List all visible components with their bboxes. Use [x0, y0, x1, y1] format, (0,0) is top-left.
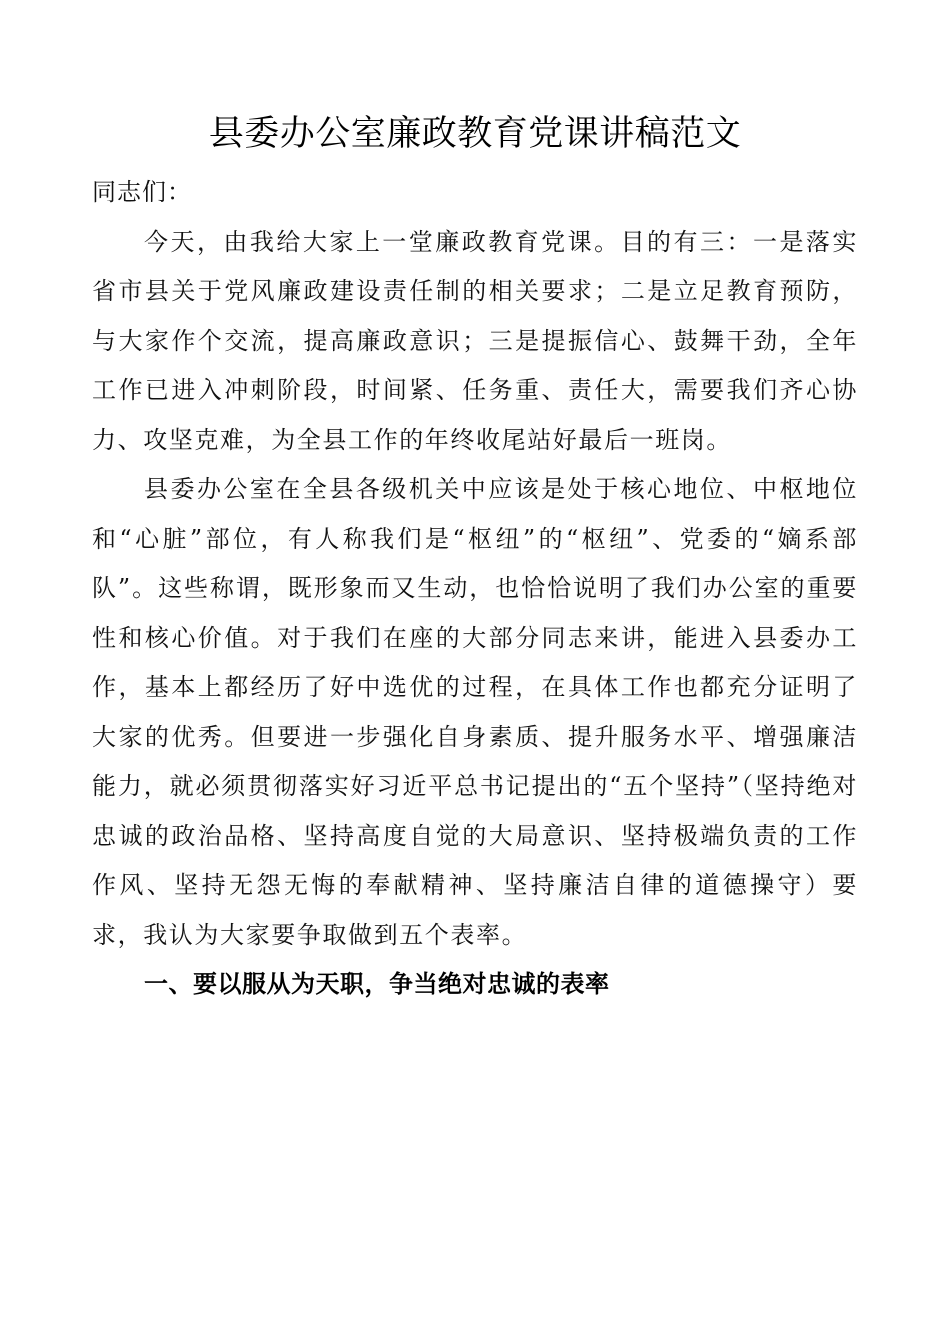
paragraph-intro: 今天，由我给大家上一堂廉政教育党课。目的有三：一是落实省市县关于党风廉政建设责任制的相关要求；二是立足教育预防，与大家作个交流，提高廉政意识；三是提振信心、鼓舞干劲，全年工作已进入冲刺阶段，时间紧、任务重、责任大，需要我们齐心协力、攻坚克难，为全县工作的年终收尾站好最后一班岗。: [92, 227, 858, 454]
paragraph-office-role: 县委办公室在全县各级机关中应该是处于核心地位、中枢地位和“心脏”部位，有人称我们是“枢纽”的“枢纽”、党委的“嫡系部队”。这些称谓，既形象而又生动，也恰恰说明了我们办公室的重要性和核心价值。对于我们在座的大部分同志来讲，能进入县委办工作，基本上都经历了好中选优的过程，在具体工作也都充分证明了大家的优秀。但要进一步强化自身素质、提升服务水平、增强廉洁能力，就必须贯彻落实好习近平总书记提出的“五个坚持”（坚持绝对忠诚的政治品格、坚持高度自觉的大局意识、坚持极端负责的工作作风、坚持无怨无悔的奉献精神、坚持廉洁自律的道德操守）要求，我认为大家要争取做到五个表率。: [92, 475, 858, 949]
section-heading: 一、要以服从为天职，争当绝对忠诚的表率: [144, 970, 610, 998]
salutation: 同志们：: [92, 178, 192, 206]
document-title: 县委办公室廉政教育党课讲稿范文: [208, 114, 742, 154]
